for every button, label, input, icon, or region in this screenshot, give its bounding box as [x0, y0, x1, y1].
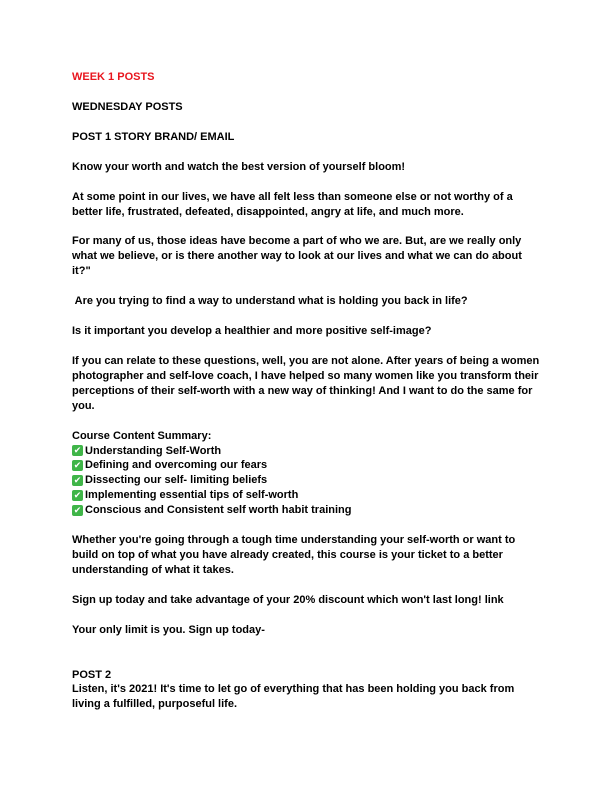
- summary-item: [72, 488, 542, 503]
- post1-paragraph-1: At some point in our lives, we have all felt less than someone else or not worthy of a better life, frustrated, defeated, disappointed, angry at life, and much more.: [72, 190, 513, 218]
- post1-question-1: Are you trying to find a way to understand what is holding you back in life?: [72, 295, 468, 308]
- document-page: [72, 70, 542, 727]
- post2-intro: Listen, it's 2021! It's time to let go of everything that has been holding you back from living a fulfilled, purposeful life.: [72, 683, 515, 711]
- summary-item: [72, 444, 542, 459]
- post1-headline: Know your worth and watch the best version of yourself bloom!: [72, 160, 406, 173]
- summary-item-label: Dissecting our self- limiting beliefs: [85, 474, 268, 487]
- section-spacer: [72, 653, 542, 668]
- check-mark-icon: ✔: [73, 475, 82, 486]
- post1-closing: Your only limit is you. Sign up today-: [72, 623, 265, 636]
- post2-title: POST 2: [72, 668, 112, 681]
- summary-item: [72, 503, 542, 518]
- summary-item-label: Conscious and Consistent self worth habit training: [85, 504, 352, 517]
- summary-item-label: Understanding Self-Worth: [85, 444, 222, 457]
- summary-list: [72, 444, 542, 519]
- check-mark-icon: ✔: [73, 490, 82, 501]
- post1-title: POST 1 STORY BRAND/ EMAIL: [72, 130, 235, 143]
- day-heading: WEDNESDAY POSTS: [72, 100, 183, 113]
- post1-paragraph-2: For many of us, those ideas have become a part of who we are. But, are we really only what we believe, or is there another way to look at our lives and what we can do about it?": [72, 235, 522, 278]
- post1-cta: Sign up today and take advantage of your 20% discount which won't last long! link: [72, 593, 504, 606]
- summary-title: Course Content Summary:: [72, 429, 212, 442]
- summary-item-label: Defining and overcoming our fears: [85, 459, 268, 472]
- check-mark-icon: ✔: [73, 505, 82, 516]
- summary-item: [72, 473, 542, 488]
- post1-paragraph-4: Whether you're going through a tough time understanding your self-worth or want to build on top of what you have already created, this course is your ticket to a better understanding of what it takes.: [72, 534, 516, 576]
- summary-item: [72, 458, 542, 473]
- summary-item-label: Implementing essential tips of self-worth: [85, 489, 299, 502]
- post1-question-2: Is it important you develop a healthier and more positive self-image?: [72, 325, 432, 338]
- post1-paragraph-3: If you can relate to these questions, well, you are not alone. After years of being a women photographer and self-love coach, I have helped so many women like you transform their perceptions of their self-worth with a new way of thinking! And I want to do the same for you.: [72, 354, 540, 412]
- check-mark-icon: ✔: [73, 445, 82, 456]
- week-heading: WEEK 1 POSTS: [72, 71, 155, 83]
- check-mark-icon: ✔: [73, 460, 82, 471]
